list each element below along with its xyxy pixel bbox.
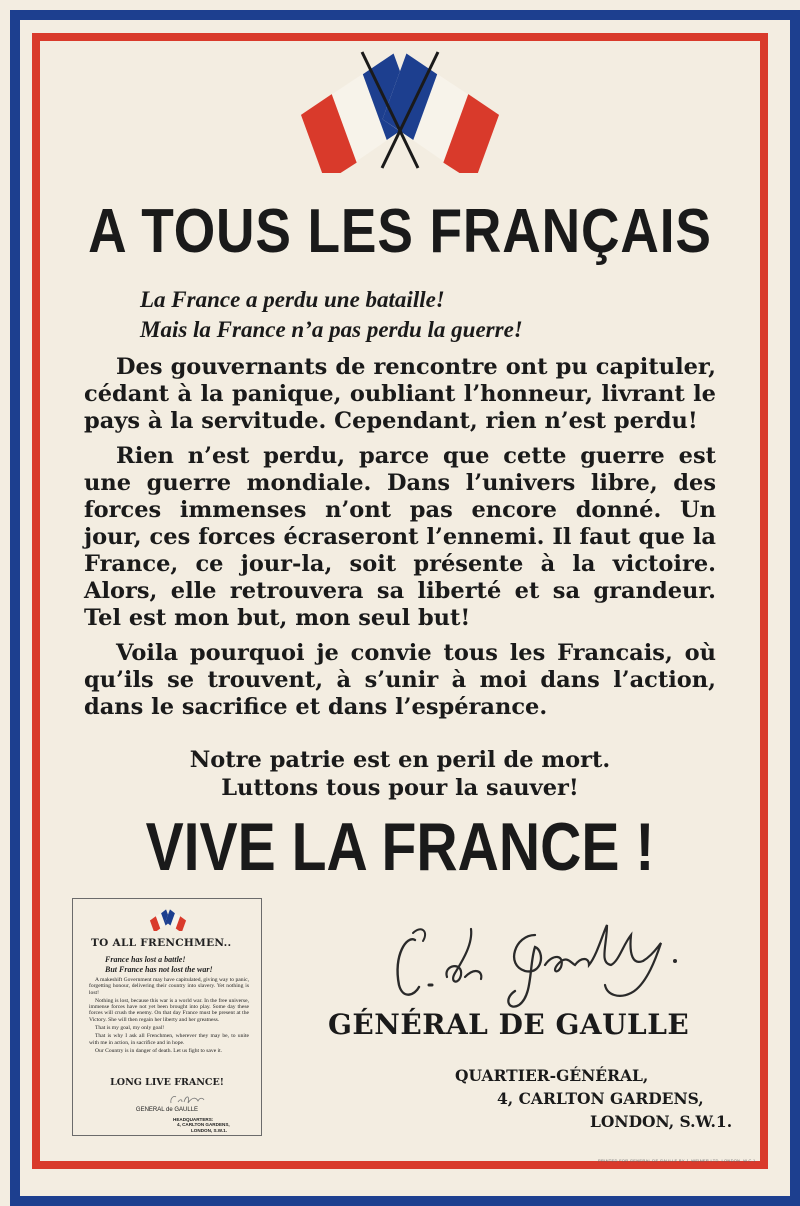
hq-line: 4, CARLTON GARDENS, <box>497 1089 704 1108</box>
hq-line: QUARTIER-GÉNÉRAL, <box>455 1066 649 1085</box>
headquarters-address <box>455 1064 732 1133</box>
inset-subtitle-line: But France has not lost the war! <box>105 965 213 974</box>
inset-body <box>89 977 249 1056</box>
inset-paragraph: Our Country is in danger of death. Let us fight to save it. <box>95 1047 223 1054</box>
english-translation-inset <box>72 898 262 1136</box>
subtitle <box>140 285 523 345</box>
inset-subtitle-line: France has lost a battle! <box>105 955 186 964</box>
inset-subtitle <box>105 955 213 975</box>
poster-title: A TOUS LES FRANÇAIS <box>88 197 712 266</box>
closing-line: Luttons tous pour la sauver! <box>221 775 579 801</box>
closing-line: Notre patrie est en peril de mort. <box>189 747 611 773</box>
inset-signature <box>168 1093 206 1107</box>
mini-crossed-flags-icon <box>145 907 191 931</box>
subtitle-line: La France a perdu une bataille! <box>140 287 445 312</box>
general-de-gaulle: GÉNÉRAL DE GAULLE <box>328 1008 690 1041</box>
paragraph: Des gouvernants de rencontre ont pu capituler, cédant à la panique, oubliant l’honneur, livrant le pays à la servitude. Cependant, rien n’est perdu! <box>84 354 716 434</box>
printer-credit: PRINTED FOR GENERAL DE GAULLE BY J. WEINER LTD. LONDON, W.C.1 <box>598 1158 756 1163</box>
crossed-flags-icon <box>270 48 530 173</box>
inset-general: GENERAL de GAULLE <box>135 1107 199 1113</box>
paragraph: Voila pourquoi je convie tous les Francais, où qu’ils se trouvent, à s’unir à moi dans l’action, dans le sacrifice et dans l’espérance. <box>84 640 716 720</box>
closing-lines <box>0 746 800 802</box>
inset-paragraph: That is my goal, my only goal! <box>95 1025 165 1032</box>
subtitle-line: Mais la France n’a pas perdu la guerre! <box>140 317 523 342</box>
inset-paragraph: Nothing is lost, because this war is a world war. In the free universe, immense forces have not yet been brought into play. Some day these forces will crush the enemy. On that day France must be present at the Victory. She will then regain her liberty and her greatness. <box>89 997 249 1023</box>
inset-title: TO ALL FRENCHMEN.. <box>91 937 232 949</box>
inset-hq-line: HEADQUARTERS: <box>173 1117 214 1122</box>
inset-hq-line: 4, CARLTON GARDENS, <box>177 1122 230 1128</box>
inset-long-live: LONG LIVE FRANCE! <box>110 1077 224 1088</box>
inset-headquarters <box>173 1117 230 1133</box>
de-gaulle-signature <box>385 915 695 1010</box>
body-text <box>84 354 716 729</box>
inset-paragraph: That is why I ask all Frenchmen, wherever they may be, to unite with me in action, in sacrifice and in hope. <box>89 1033 249 1046</box>
vive-la-france: VIVE LA FRANCE ! <box>145 809 655 885</box>
hq-line: LONDON, S.W.1. <box>590 1112 733 1131</box>
paragraph: Rien n’est perdu, parce que cette guerre est une guerre mondiale. Dans l’univers libre, des forces immenses n’ont pas encore donné. Un jour, ces forces écraseront l’ennemi. Il faut que la France, ce jour-la, soit présente à la victoire. Alors, elle retrouvera sa liberté et sa grandeur. Tel est mon but, mon seul but! <box>84 443 716 631</box>
inset-hq-line: LONDON, S.W.1. <box>191 1127 227 1133</box>
inset-paragraph: A makeshift Government may have capitulated, giving way to panic, forgetting honour, delivering their country into slavery. Yet nothing is lost! <box>89 977 249 996</box>
